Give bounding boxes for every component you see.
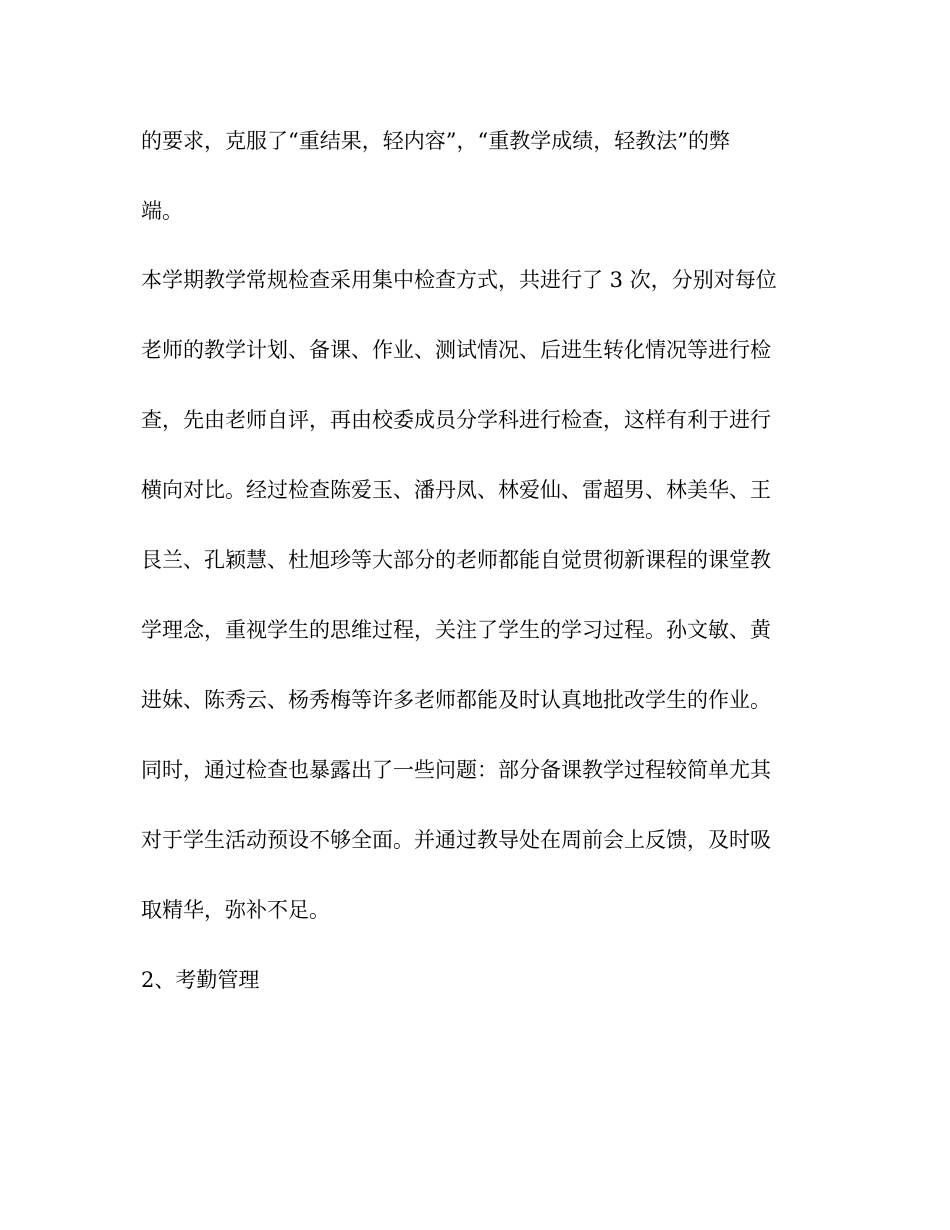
text-line: 学理念，重视学生的思维过程，关注了学生的学习过程。孙文敏、黄: [141, 618, 771, 642]
text-line: 的要求，克服了“重结果，轻内容”，“重教学成绩，轻教法”的弊: [141, 129, 730, 153]
text-line: 进妹、陈秀云、杨秀梅等许多老师都能及时认真地批改学生的作业。: [141, 688, 771, 712]
text-line: 取精华，弥补不足。: [141, 898, 330, 922]
text-line: 端。: [141, 199, 183, 223]
section-heading: 2、考勤管理: [141, 968, 260, 992]
text-line: 同时，通过检查也暴露出了一些问题：部分备课教学过程较简单尤其: [141, 758, 771, 782]
text-line: 本学期教学常规检查采用集中检查方式，共进行了 3 次，分别对每位: [141, 268, 777, 292]
text-line: 老师的教学计划、备课、作业、测试情况、后进生转化情况等进行检: [141, 338, 771, 362]
text-line: 查，先由老师自评，再由校委成员分学科进行检查，这样有利于进行: [141, 408, 771, 432]
text-line: 横向对比。经过检查陈爱玉、潘丹凤、林爱仙、雷超男、林美华、王: [141, 478, 771, 502]
text-line: 艮兰、孔颖慧、杜旭珍等大部分的老师都能自觉贯彻新课程的课堂教: [141, 548, 771, 572]
text-line: 对于学生活动预设不够全面。并通过教导处在周前会上反馈，及时吸: [141, 828, 771, 852]
